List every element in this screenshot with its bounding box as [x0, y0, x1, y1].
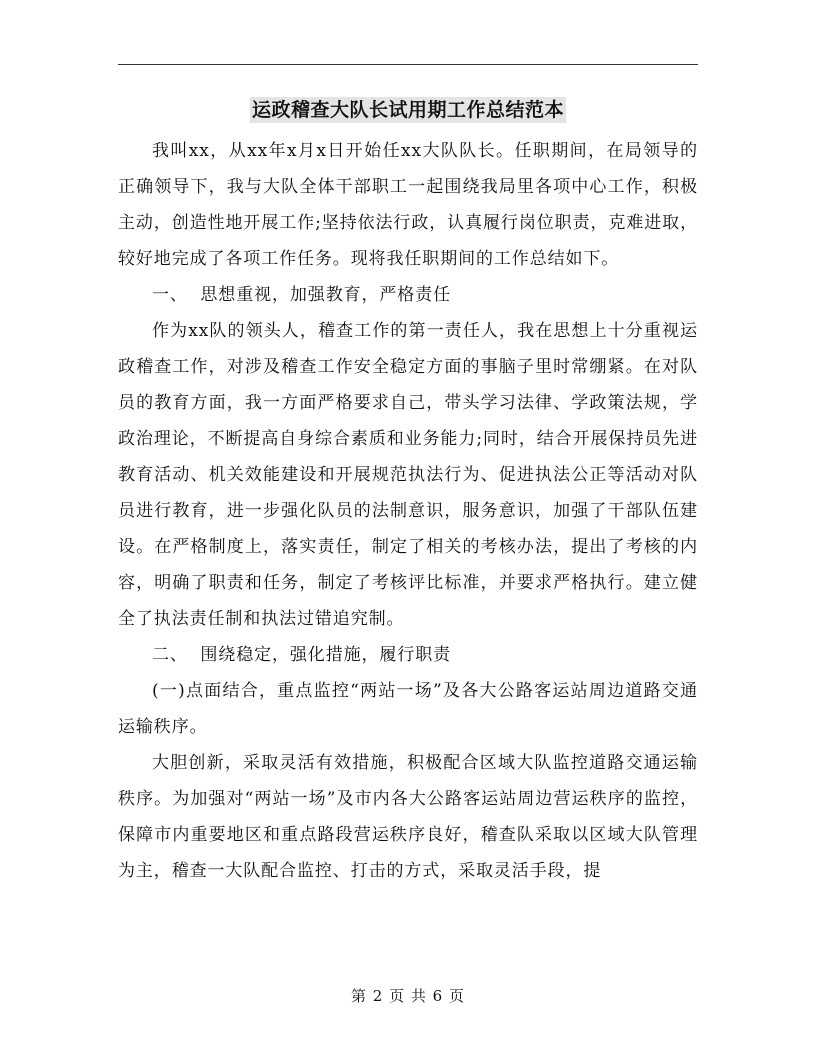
header-rule: [118, 64, 698, 65]
section-heading-2: 二、 围绕稳定，强化措施，履行职责: [152, 645, 452, 665]
page-number: 第 2 页 共 6 页: [351, 987, 465, 1005]
section-2-paragraph: 大胆创新，采取灵活有效措施，积极配合区域大队监控道路交通运输秩序。为加强对“两站一场”及市内各大公路客运站周边营运秩序的监控，保障市内重要地区和重点路段营运秩序良好，稽查队采取以区域大队管理为主，稽查一大队配合监控、打击的方式，采取灵活手段，提: [118, 753, 698, 881]
section-1-paragraph: 作为xx队的领头人，稽查工作的第一责任人，我在思想上十分重视运政稽查工作，对涉及稽查工作安全稳定方面的事脑子里时常绷紧。在对队员的教育方面，我一方面严格要求自己，带头学习法律、学政策法规，学政治理论，不断提高自身综合素质和业务能力;同时，结合开展保持员先进教育活动、机关效能建设和开展规范执法行为、促进执法公正等活动对队员进行教育，进一步强化队员的法制意识，服务意识，加强了干部队伍建设。在严格制度上，落实责任，制定了相关的考核办法，提出了考核的内容，明确了职责和任务，制定了考核评比标准，并要求严格执行。建立健全了执法责任制和执法过错追究制。: [118, 321, 698, 629]
subsection-heading-2-1: (一)点面结合，重点监控“两站一场”及各大公路客运站周边道路交通运输秩序。: [118, 681, 698, 737]
document-title: [0, 93, 816, 127]
document-body: [118, 133, 698, 889]
section-heading-1: 一、 思想重视，加强教育，严格责任: [152, 285, 452, 305]
document-title-text: 运政稽查大队长试用期工作总结范本: [251, 99, 564, 121]
intro-paragraph: 我叫xx，从xx年x月x日开始任xx大队队长。任职期间，在局领导的正确领导下，我与大队全体干部职工一起围绕我局里各项中心工作，积极主动，创造性地开展工作;坚持依法行政，认真履行岗位职责，克难进取，较好地完成了各项工作任务。现将我任职期间的工作总结如下。: [118, 141, 698, 269]
